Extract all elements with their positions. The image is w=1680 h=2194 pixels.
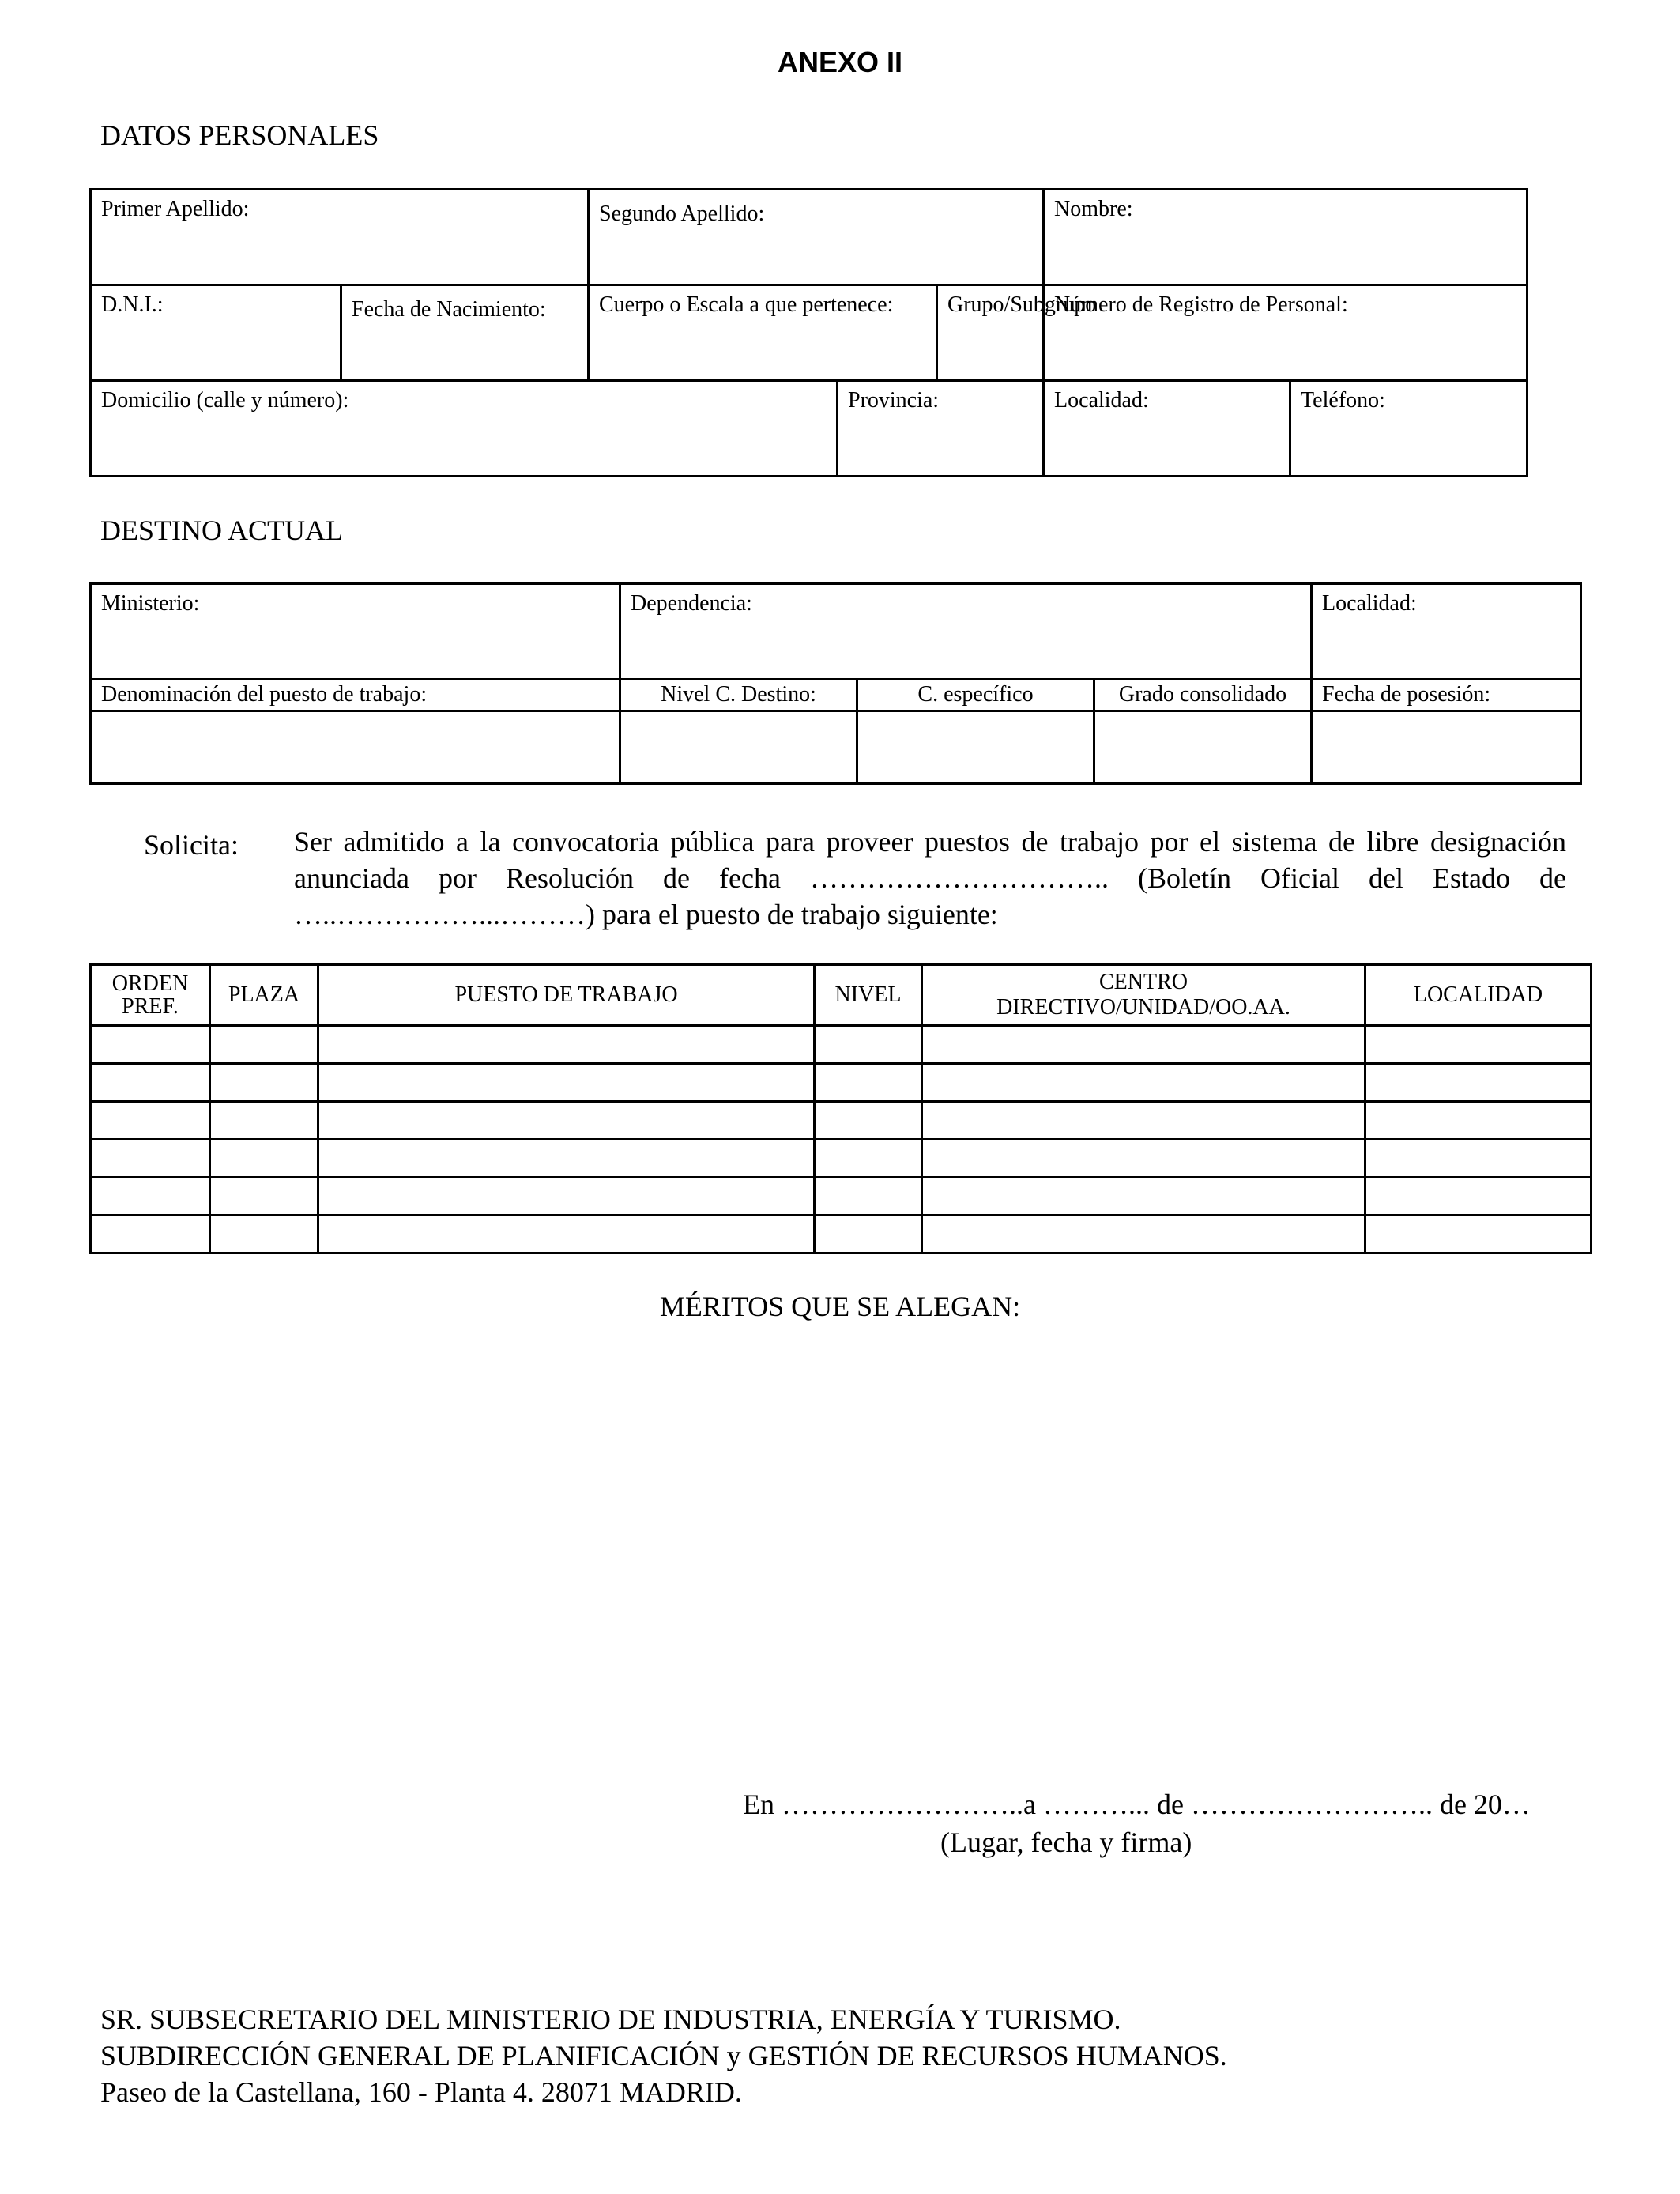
- telefono-label: Teléfono:: [1301, 388, 1385, 413]
- localidad-destino-label: Localidad:: [1322, 591, 1417, 616]
- table-cell[interactable]: [91, 1178, 210, 1216]
- dependencia-label: Dependencia:: [631, 591, 752, 616]
- table-row: [91, 1102, 1591, 1140]
- segundo-apellido-label: Segundo Apellido:: [599, 202, 765, 226]
- document-title: ANEXO II: [777, 46, 903, 78]
- grupo-subgrupo-label: Grupo/Subgrupo: [947, 292, 1097, 317]
- table-cell[interactable]: [922, 1102, 1365, 1140]
- table-row: [91, 1216, 1591, 1253]
- fecha-nacimiento-label: Fecha de Nacimiento:: [352, 297, 546, 322]
- localidad-header: LOCALIDAD: [1365, 965, 1591, 1026]
- table-cell[interactable]: [922, 1064, 1365, 1102]
- nivel-destino-input[interactable]: [620, 711, 857, 784]
- table-cell[interactable]: [1365, 1064, 1591, 1102]
- telefono-field[interactable]: [1290, 381, 1527, 477]
- table-cell[interactable]: [815, 1216, 922, 1253]
- fecha-firma-caption: (Lugar, fecha y firma): [940, 1826, 1192, 1858]
- solicita-text: Ser admitido a la convocatoria pública para proveer puestos de trabajo por el sistema de libre designación anunciada por Resolución de fecha ………………………….. (Boletín Oficial del Estado de …..……………...………) para el puesto de trabajo siguiente:: [294, 826, 1566, 930]
- plaza-header: PLAZA: [210, 965, 318, 1026]
- footer-line-3: Paseo de la Castellana, 160 - Planta 4. 28071 MADRID.: [100, 2076, 742, 2108]
- table-cell[interactable]: [91, 1102, 210, 1140]
- segundo-apellido-field[interactable]: [589, 190, 1044, 285]
- fecha-lugar-line: En ……………………..a ………... de …………………….. de 20…: [743, 1789, 1531, 1820]
- centro-header-line1: CENTRO: [1099, 969, 1188, 994]
- table-cell[interactable]: [922, 1178, 1365, 1216]
- centro-header-line2: DIRECTIVO/UNIDAD/OO.AA.: [996, 995, 1290, 1020]
- table-cell[interactable]: [1365, 1178, 1591, 1216]
- orden-pref-header: [91, 965, 210, 1026]
- nivel-destino-header: Nivel C. Destino:: [620, 680, 857, 711]
- table-cell[interactable]: [210, 1064, 318, 1102]
- ministerio-field[interactable]: [91, 584, 620, 680]
- table-cell[interactable]: [815, 1178, 922, 1216]
- domicilio-field[interactable]: [91, 381, 838, 477]
- destino-actual-table: [89, 582, 1582, 785]
- provincia-label: Provincia:: [848, 388, 940, 413]
- c-especifico-header: C. específico: [857, 680, 1094, 711]
- fecha-posesion-input[interactable]: [1312, 711, 1581, 784]
- puestos-table: [89, 963, 1592, 1254]
- meritos-heading: MÉRITOS QUE SE ALEGAN:: [659, 1291, 1021, 1322]
- dni-field[interactable]: [91, 285, 341, 381]
- table-cell[interactable]: [318, 1140, 815, 1178]
- table-row: [91, 1026, 1591, 1064]
- ministerio-label: Ministerio:: [101, 591, 200, 616]
- table-cell[interactable]: [318, 1026, 815, 1064]
- table-cell[interactable]: [318, 1178, 815, 1216]
- table-cell[interactable]: [91, 1026, 210, 1064]
- nivel-header: NIVEL: [815, 965, 922, 1026]
- nombre-field[interactable]: [1044, 190, 1527, 285]
- table-row: [91, 1140, 1591, 1178]
- fecha-nacimiento-field[interactable]: [341, 285, 589, 381]
- dni-label: D.N.I.:: [101, 292, 164, 317]
- orden-header-line1: ORDEN: [111, 971, 189, 996]
- datos-personales-table: [89, 188, 1528, 477]
- table-cell[interactable]: [91, 1140, 210, 1178]
- table-cell[interactable]: [91, 1064, 210, 1102]
- table-cell[interactable]: [318, 1102, 815, 1140]
- table-row: [91, 1178, 1591, 1216]
- provincia-field[interactable]: [838, 381, 1044, 477]
- grupo-subgrupo-field[interactable]: [937, 285, 1097, 381]
- table-cell[interactable]: [1365, 1102, 1591, 1140]
- primer-apellido-field[interactable]: [91, 190, 589, 285]
- nombre-label: Nombre:: [1054, 197, 1133, 221]
- table-cell[interactable]: [91, 1216, 210, 1253]
- table-cell[interactable]: [318, 1216, 815, 1253]
- table-cell[interactable]: [210, 1102, 318, 1140]
- table-cell[interactable]: [815, 1102, 922, 1140]
- denominacion-puesto-header: Denominación del puesto de trabajo:: [91, 680, 620, 711]
- table-cell[interactable]: [210, 1026, 318, 1064]
- footer-address: [100, 2001, 1227, 2110]
- table-cell[interactable]: [210, 1178, 318, 1216]
- fecha-posesion-header: Fecha de posesión:: [1312, 680, 1581, 711]
- footer-line-1: SR. SUBSECRETARIO DEL MINISTERIO DE INDUSTRIA, ENERGÍA Y TURISMO.: [100, 2004, 1121, 2035]
- table-cell[interactable]: [1365, 1140, 1591, 1178]
- cuerpo-escala-label: Cuerpo o Escala a que pertenece:: [599, 292, 894, 317]
- grado-consolidado-input[interactable]: [1094, 711, 1312, 784]
- domicilio-label: Domicilio (calle y número):: [101, 388, 349, 413]
- table-cell[interactable]: [318, 1064, 815, 1102]
- localidad-destino-field[interactable]: [1312, 584, 1581, 680]
- centro-directivo-header: [922, 965, 1365, 1026]
- table-cell[interactable]: [922, 1216, 1365, 1253]
- table-cell[interactable]: [1365, 1026, 1591, 1064]
- destino-actual-heading: DESTINO ACTUAL: [100, 515, 343, 546]
- table-cell[interactable]: [815, 1064, 922, 1102]
- c-especifico-input[interactable]: [857, 711, 1094, 784]
- grado-consolidado-header: Grado consolidado: [1094, 680, 1312, 711]
- cuerpo-escala-field[interactable]: [589, 285, 937, 381]
- localidad-label: Localidad:: [1054, 388, 1149, 413]
- table-cell[interactable]: [815, 1026, 922, 1064]
- registro-personal-field[interactable]: [1044, 285, 1527, 381]
- table-row: [91, 1064, 1591, 1102]
- table-cell[interactable]: [210, 1216, 318, 1253]
- table-cell[interactable]: [815, 1140, 922, 1178]
- registro-personal-label: Número de Registro de Personal:: [1054, 292, 1348, 317]
- primer-apellido-label: Primer Apellido:: [101, 197, 250, 221]
- footer-line-2: SUBDIRECCIÓN GENERAL DE PLANIFICACIÓN y GESTIÓN DE RECURSOS HUMANOS.: [100, 2040, 1227, 2071]
- table-cell[interactable]: [210, 1140, 318, 1178]
- orden-header-line2: PREF.: [122, 994, 179, 1019]
- table-cell[interactable]: [922, 1140, 1365, 1178]
- denominacion-puesto-input[interactable]: [91, 711, 620, 784]
- table-cell[interactable]: [922, 1026, 1365, 1064]
- datos-personales-heading: DATOS PERSONALES: [100, 119, 379, 151]
- table-cell[interactable]: [1365, 1216, 1591, 1253]
- solicita-label: Solicita:: [144, 829, 239, 861]
- dependencia-field[interactable]: [620, 584, 1312, 680]
- localidad-field[interactable]: [1044, 381, 1290, 477]
- puesto-trabajo-header: PUESTO DE TRABAJO: [318, 965, 815, 1026]
